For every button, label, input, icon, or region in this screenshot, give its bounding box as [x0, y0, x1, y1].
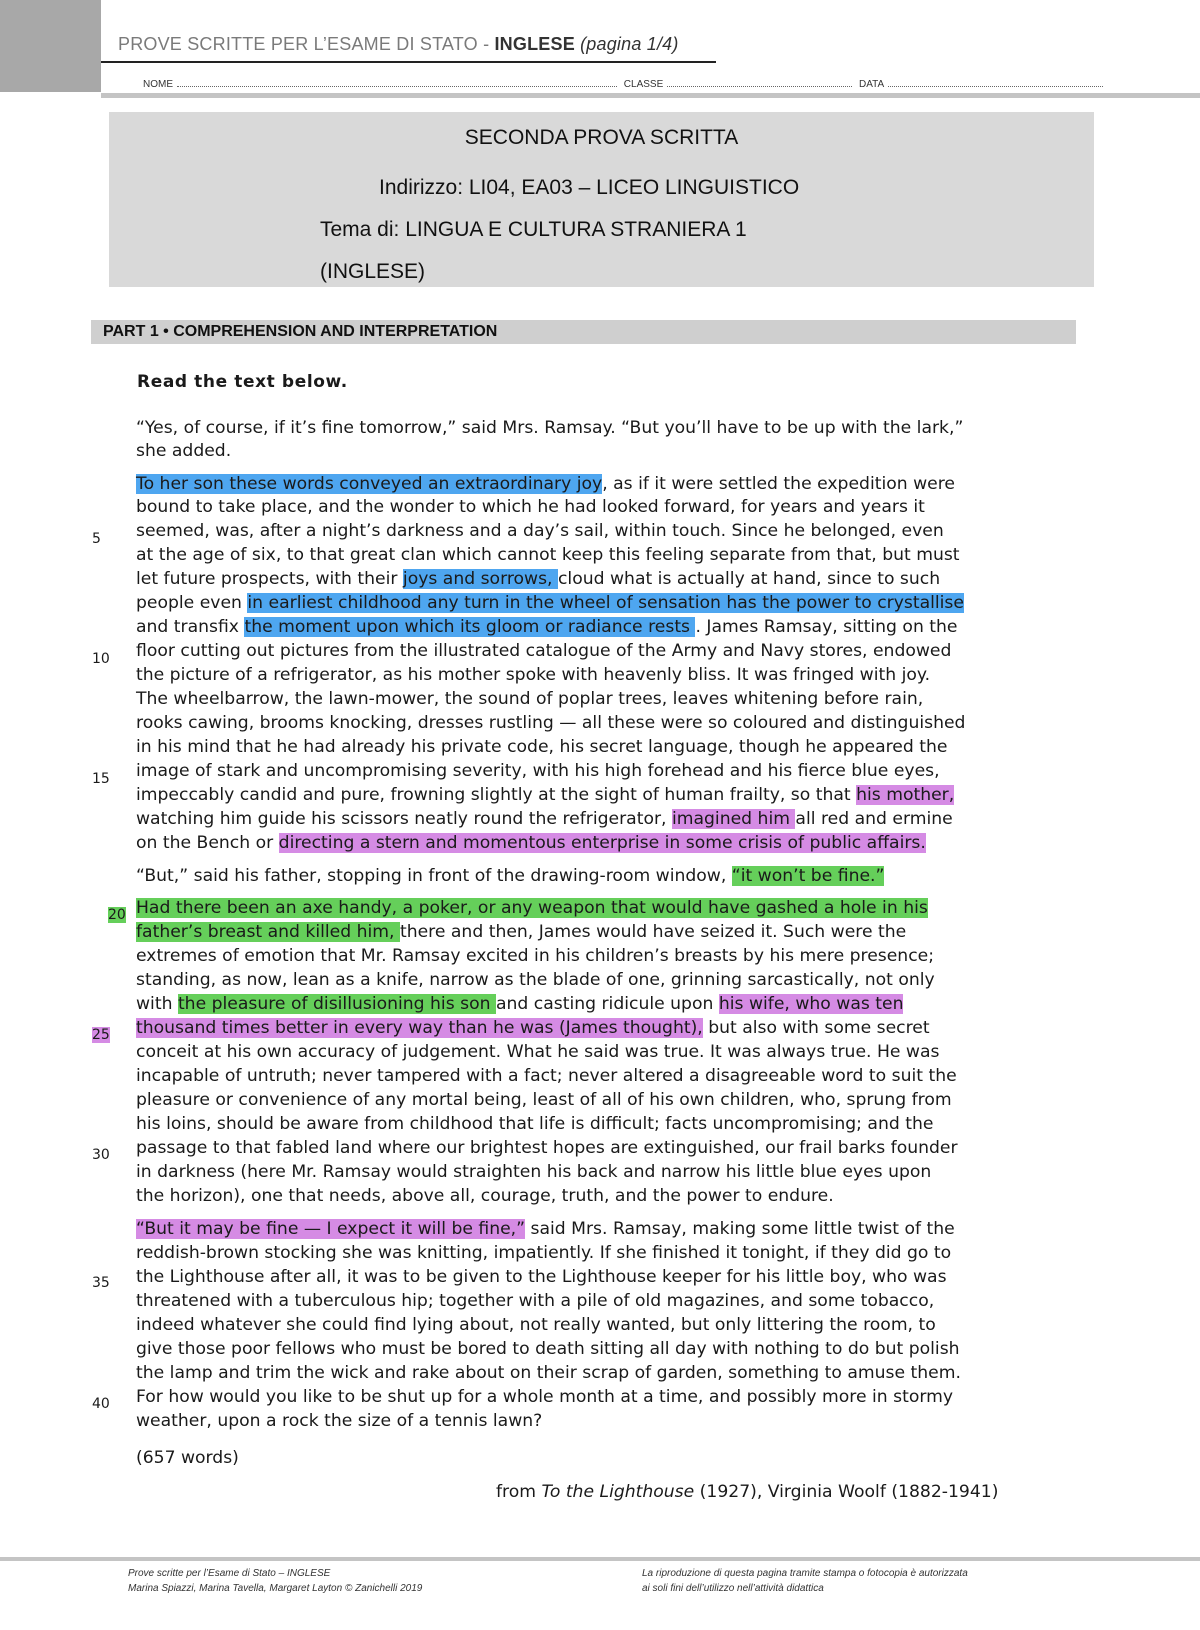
text-segment: there and then, James would have seized it. Such were the	[399, 922, 907, 942]
highlight-green: father’s breast and killed him,	[136, 922, 400, 942]
passage-line	[136, 521, 944, 541]
passage-line	[136, 1090, 952, 1110]
exam-header-title: PROVE SCRITTE PER L’ESAME DI STATO - INGLESE (pagina 1/4)	[118, 34, 679, 54]
passage-line	[136, 866, 884, 886]
text-segment: floor cutting out pictures from the illustrated catalogue of the Army and Navy stores, endowed	[136, 641, 952, 661]
text-segment: but also with some secret	[702, 1018, 930, 1038]
name-field-line[interactable]	[177, 80, 617, 87]
footer-rule	[0, 1557, 1200, 1561]
passage-line	[136, 474, 955, 494]
text-segment: she added.	[136, 441, 232, 461]
exam-track: Indirizzo: LI04, EA03 – LICEO LINGUISTICO	[379, 176, 800, 199]
passage-line	[136, 1339, 960, 1359]
text-segment: . James Ramsay, sitting on the	[695, 617, 958, 637]
line-number: 10	[92, 651, 110, 667]
class-field-label: CLASSE	[623, 79, 664, 90]
text-segment: “But,” said his father, stopping in front of the drawing-room window,	[136, 866, 732, 886]
text-segment: at the age of six, to that great clan which cannot keep this feeling separate from that, but must	[136, 545, 960, 565]
text-segment: the picture of a refrigerator, as his mother spoke with heavenly bliss. It was fringed with joy.	[136, 665, 931, 685]
text-segment: , as if it were settled the expedition were	[602, 474, 955, 494]
passage-line	[136, 785, 954, 805]
text-segment: the horizon), one that needs, above all, courage, truth, and the power to endure.	[136, 1186, 834, 1206]
text-segment: in his mind that he had already his private code, his secret language, though he appeared the	[136, 737, 948, 757]
text-segment: “Yes, of course, if it’s fine tomorrow,” said Mrs. Ramsay. “But you’ll have to be up with the lark,”	[136, 418, 964, 438]
passage-line	[136, 1411, 542, 1431]
passage-line	[136, 713, 965, 733]
passage-line	[136, 833, 926, 853]
line-number: 25	[92, 1027, 110, 1043]
text-segment: weather, upon a rock the size of a tennis lawn?	[136, 1411, 543, 1431]
line-number: 40	[92, 1396, 110, 1412]
book-title: To the Lighthouse	[541, 1482, 695, 1502]
text-segment: all red and ermine	[795, 809, 953, 829]
passage-line	[136, 593, 964, 613]
word-count: (657 words)	[136, 1448, 239, 1468]
highlight-blue: joys and sorrows,	[402, 569, 558, 589]
passage-line	[136, 641, 951, 661]
passage-line	[136, 1387, 953, 1407]
passage-line	[136, 761, 940, 781]
name-field-label: NOME	[143, 79, 173, 90]
text-segment: For how would you like to be shut up for a whole month at a time, and possibly more in stormy	[136, 1387, 954, 1407]
passage-line	[136, 497, 925, 517]
line-number: 5	[92, 531, 101, 547]
text-segment: threatened with a tuberculous hip; together with a pile of old magazines, and some tobacco,	[136, 1291, 935, 1311]
footer-copyright	[642, 1566, 968, 1596]
passage-line	[136, 737, 947, 757]
passage-line	[136, 970, 935, 990]
passage-line	[136, 1018, 930, 1038]
text-segment: cloud what is actually at hand, since to such	[557, 569, 941, 589]
passage-line	[136, 1114, 933, 1134]
text-segment: seemed, was, after a night’s darkness and a day’s sail, within touch. Since he belonged, even	[136, 521, 944, 541]
line-number: 20	[108, 907, 126, 923]
footer-license-line1: La riproduzione di questa pagina tramite stampa o fotocopia è autorizzata	[642, 1568, 968, 1579]
text-segment: on the Bench or	[136, 833, 279, 853]
passage-line	[136, 809, 953, 829]
text-segment: with	[136, 994, 178, 1014]
text-segment: bound to take place, and the wonder to which he had looked forward, for years and years it	[136, 497, 925, 517]
source-citation: from To the Lighthouse (1927), Virginia Woolf (1882-1941)	[496, 1482, 999, 1502]
passage-line	[136, 1315, 936, 1335]
exam-subject: Tema di: LINGUA E CULTURA STRANIERA 1	[320, 218, 747, 241]
text-segment: reddish-brown stocking she was knitting, impatiently. If she finished it tonight, if they did go to	[136, 1243, 952, 1263]
passage-line	[136, 1042, 939, 1062]
text-segment: impeccably candid and pure, frowning slightly at the sight of human frailty, so that	[136, 785, 857, 805]
text-segment: and transfix	[136, 617, 245, 637]
text-segment: rooks cawing, brooms knocking, dresses rustling — all these were so coloured and distinguished	[136, 713, 966, 733]
date-field-line[interactable]	[888, 80, 1103, 87]
text-segment: in darkness (here Mr. Ramsay would straighten his back and narrow his little blue eyes upon	[136, 1162, 932, 1182]
exam-title-box	[109, 112, 1094, 287]
passage-line	[136, 1186, 834, 1206]
passage-line	[136, 418, 963, 438]
passage-line	[136, 441, 231, 461]
highlight-blue: in earliest childhood any turn in the wheel of sensation has the power to crystallise	[247, 593, 964, 613]
passage-line	[136, 994, 903, 1014]
footer-credits	[128, 1566, 422, 1596]
passage-line	[136, 1291, 934, 1311]
passage-line	[136, 1219, 955, 1239]
text-segment: said Mrs. Ramsay, making some little twist of the	[525, 1219, 955, 1239]
text-segment: the Lighthouse after all, it was to be given to the Lighthouse keeper for his little boy, who was	[136, 1267, 947, 1287]
passage-line	[136, 569, 940, 589]
passage-line	[136, 946, 934, 966]
highlight-green: Had there been an axe handy, a poker, or any weapon that would have gashed a hole in his	[136, 898, 928, 918]
student-fields	[143, 79, 1107, 90]
header-bottom-rule	[101, 93, 1200, 98]
passage-line	[136, 922, 906, 942]
highlight-purple: imagined him	[671, 809, 796, 829]
exam-language: (INGLESE)	[320, 260, 426, 283]
passage-line	[136, 1363, 961, 1383]
highlight-purple: thousand times better in every way than he was (James thought),	[136, 1018, 703, 1038]
exam-title: SECONDA PROVA SCRITTA	[464, 126, 739, 149]
line-number: 15	[92, 771, 110, 787]
class-field-line[interactable]	[667, 80, 852, 87]
text-segment: let future prospects, with their	[136, 569, 403, 589]
passage-line	[136, 1162, 931, 1182]
text-segment: pleasure or convenience of any mortal being, least of all of his own children, who, sprung from	[136, 1090, 952, 1110]
passage-line	[136, 1267, 947, 1287]
highlight-green: “it won’t be fine.”	[731, 866, 885, 886]
passage-line	[136, 1066, 957, 1086]
text-segment: the lamp and trim the wick and rake about on their scrap of garden, something to amuse them.	[136, 1363, 961, 1383]
highlight-green: the pleasure of disillusioning his son	[177, 994, 496, 1014]
line-number: 30	[92, 1147, 110, 1163]
passage-line	[136, 665, 930, 685]
highlight-blue: To her son these words conveyed an extraordinary joy	[136, 474, 603, 494]
highlight-purple: his wife, who was ten	[718, 994, 904, 1014]
text-segment: and casting ridicule upon	[495, 994, 719, 1014]
text-segment: watching him guide his scissors neatly round the refrigerator,	[136, 809, 672, 829]
highlight-blue: the moment upon which its gloom or radiance rests	[244, 617, 696, 637]
text-segment: standing, as now, lean as a knife, narrow as the blade of one, grinning sarcastically, not only	[136, 970, 935, 990]
footer-license-line2: ai soli fini dell’utilizzo nell’attività didattica	[642, 1583, 824, 1594]
passage-line	[136, 689, 923, 709]
instruction: Read the text below.	[137, 372, 348, 392]
footer-authors: Marina Spiazzi, Marina Tavella, Margaret Layton © Zanichelli 2019	[128, 1583, 423, 1594]
text-segment: extremes of emotion that Mr. Ramsay excited in his children’s breasts by his mere presence;	[136, 946, 935, 966]
text-segment: incapable of untruth; never tampered with a fact; never altered a disagreeable word to suit the	[136, 1066, 957, 1086]
text-segment: give those poor fellows who must be bored to death sitting all day with nothing to do but polish	[136, 1339, 960, 1359]
footer-title: Prove scritte per l’Esame di Stato – INGLESE	[128, 1568, 331, 1579]
text-segment: image of stark and uncompromising severity, with his high forehead and his fierce blue eyes,	[136, 761, 940, 781]
text-segment: The wheelbarrow, the lawn-mower, the sound of poplar trees, leaves whitening before rain,	[136, 689, 924, 709]
text-segment: his loins, should be aware from childhood that life is difficult; facts uncompromising; and the	[136, 1114, 934, 1134]
text-segment: indeed whatever she could find lying about, not really wanted, but only littering the room, to	[136, 1315, 936, 1335]
text-segment: passage to that fabled land where our brightest hopes are extinguished, our frail barks founder	[136, 1138, 958, 1158]
line-number: 35	[92, 1275, 110, 1291]
passage-line	[136, 617, 958, 637]
date-field-label: DATA	[859, 79, 885, 90]
highlight-purple: directing a stern and momentous enterprise in some crisis of public affairs.	[278, 833, 926, 853]
passage-line	[136, 898, 928, 918]
header-rule	[101, 61, 716, 63]
text-segment: people even	[136, 593, 248, 613]
passage-line	[136, 1243, 951, 1263]
highlight-purple: “But it may be fine — I expect it will be fine,”	[136, 1219, 526, 1239]
part-heading: PART 1 • COMPREHENSION AND INTERPRETATION	[91, 320, 1076, 344]
corner-block	[0, 0, 101, 92]
passage-line	[136, 1138, 958, 1158]
highlight-purple: his mother,	[856, 785, 955, 805]
passage-line	[136, 545, 960, 565]
text-segment: conceit at his own accuracy of judgement. What he said was true. It was always true. He was	[136, 1042, 940, 1062]
